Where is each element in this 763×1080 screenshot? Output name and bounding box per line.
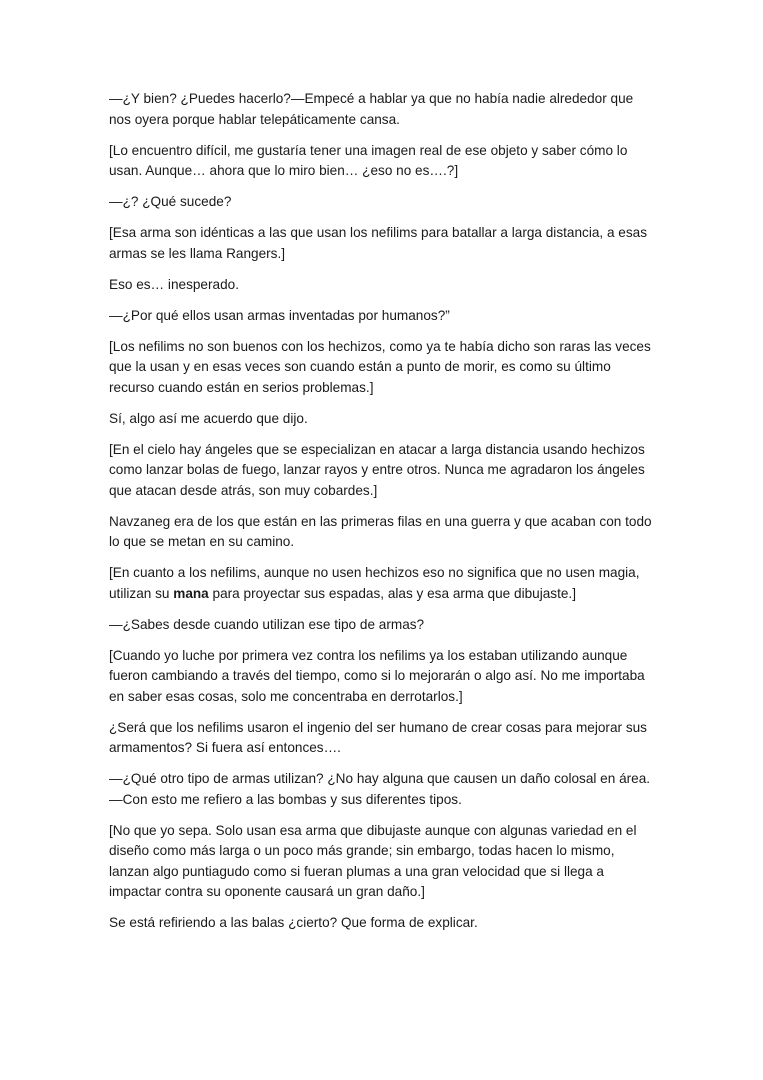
- paragraph-text-after: para proyectar sus espadas, alas y esa arma que dibujaste.]: [208, 585, 576, 601]
- paragraph: [Cuando yo luche por primera vez contra los nefilims ya los estaban utilizando aunque fueron cambiando a través del tiempo, como si lo mejorarán o algo así. No me importaba en saber esas cosas, solo me concentraba en derrotarlos.]: [109, 647, 645, 704]
- paragraph: —¿Sabes desde cuando utilizan ese tipo de armas?: [109, 616, 425, 632]
- paragraph: —¿Por qué ellos usan armas inventadas por humanos?”: [109, 307, 450, 323]
- paragraph: Sí, algo así me acuerdo que dijo.: [109, 410, 308, 426]
- paragraph: [No que yo sepa. Solo usan esa arma que dibujaste aunque con algunas variedad en el diseño como más larga o un poco más grande; sin embargo, todas hacen lo mismo, lanzan algo puntiagudo como si fueran plumas a una gran velocidad que si llega a impactar contra su oponente causará un gran daño.]: [109, 822, 637, 899]
- paragraph: —¿Y bien? ¿Puedes hacerlo?—Empecé a hablar ya que no había nadie alrededor que nos oyera porque hablar telepáticamente cansa.: [109, 91, 634, 127]
- paragraph-with-bold-term: [109, 563, 657, 604]
- document-page: [109, 89, 657, 944]
- paragraph: [Esa arma son idénticas a las que usan los nefilims para batallar a larga distancia, a esas armas se les llama Rangers.]: [109, 225, 648, 261]
- paragraph: ¿Será que los nefilims usaron el ingenio del ser humano de crear cosas para mejorar sus armamentos? Si fuera así entonces….: [109, 719, 647, 755]
- paragraph: —¿Qué otro tipo de armas utilizan? ¿No hay alguna que causen un daño colosal en área.—Con esto me refiero a las bombas y sus diferentes tipos.: [109, 771, 651, 807]
- bold-term-mana: mana: [173, 585, 209, 601]
- paragraph: [Lo encuentro difícil, me gustaría tener una imagen real de ese objeto y saber cómo lo usan. Aunque… ahora que lo miro bien… ¿eso no es….?]: [109, 142, 628, 178]
- paragraph: [Los nefilims no son buenos con los hechizos, como ya te había dicho son raras las veces que la usan y en esas veces son cuando están a punto de morir, es como su último recurso cuando están en serios problemas.]: [109, 338, 651, 395]
- paragraph: —¿? ¿Qué sucede?: [109, 194, 232, 209]
- paragraph: Se está refiriendo a las balas ¿cierto? Que forma de explicar.: [109, 915, 478, 930]
- paragraph: Navzaneg era de los que están en las primeras filas en una guerra y que acaban con todo lo que se metan en su camino.: [109, 513, 652, 549]
- paragraph: Eso es… inesperado.: [109, 276, 239, 292]
- paragraph-text-before: [En cuanto a los nefilims, aunque no usen hechizos eso no significa que no usen magia, utilizan su: [109, 565, 640, 601]
- paragraph: [En el cielo hay ángeles que se especializan en atacar a larga distancia usando hechizos como lanzar bolas de fuego, lanzar rayos y entre otros. Nunca me agradaron los ángeles que atacan desde atrás, son muy cobardes.]: [109, 441, 645, 498]
